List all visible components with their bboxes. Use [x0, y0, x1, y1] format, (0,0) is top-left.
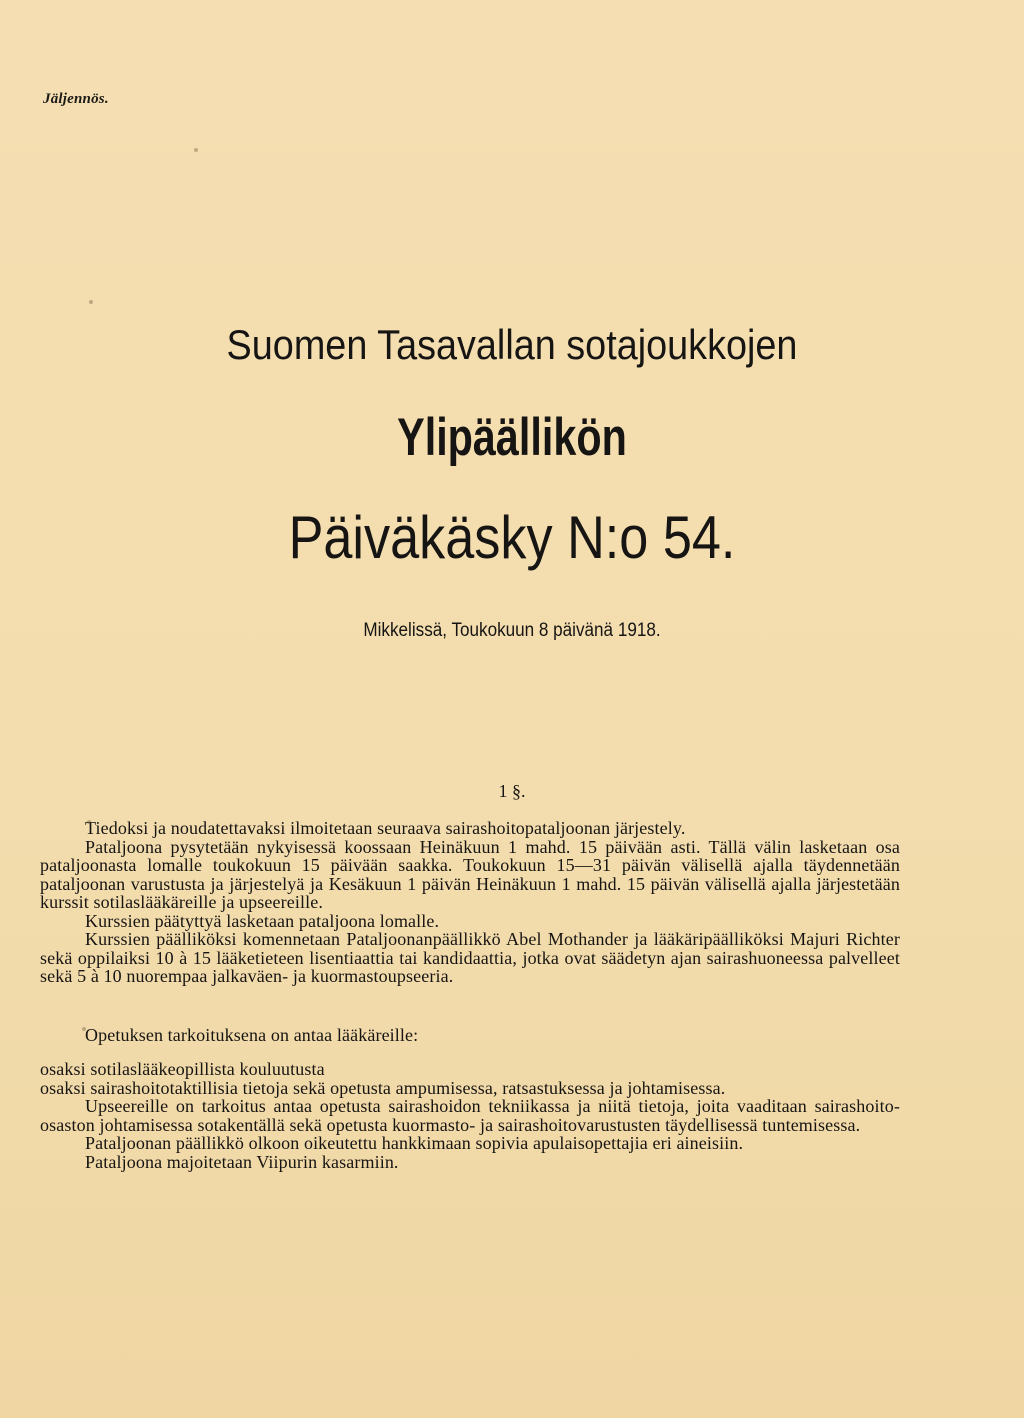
paper-speck [194, 148, 198, 152]
purpose-list [40, 1060, 900, 1171]
heading-commander-title: Ylipäällikön [397, 408, 627, 467]
purpose-heading: Opetuksen tarkoituksena on antaa lääkäreille: [85, 1025, 419, 1045]
paragraph-notice: Tiedoksi ja noudatettavaksi ilmoitetaan seuraava sairashoitopataljoonan järjestely. [85, 818, 686, 838]
paper-speck [87, 820, 91, 824]
main-instructions [40, 819, 900, 986]
purpose-heading-block [40, 1026, 900, 1045]
paragraph-battalion-arrangement: Pataljoona pysytetään nykyisessä koossaan Heinäkuun 1 mahd. 15 päivään asti. Tällä välin lasketaan osa pataljoonasta lomalle toukokuun 15 päivään saakka. Toukokuun 15—31 päivän välisellä ajalla täydennetään pataljoonan varustusta ja järjestelyä ja Kesäkuun 1 päivän Heinäkuun 1 mahd. 15 päivän välisellä ajalla järjestetään kurssit sotilaslääkäreille ja upseereille. [40, 836, 900, 912]
section-number: 1 §. [498, 781, 526, 801]
heading-order-number: Päiväkäsky N:o 54. [288, 504, 736, 571]
place-date: Mikkelissä, Toukokuun 8 päivänä 1918. [363, 620, 661, 641]
paragraph-leave: Kurssien päätyttyä lasketaan pataljoona lomalle. [85, 910, 440, 931]
copy-label: Jäljennös. [43, 91, 109, 107]
heading-army-title: Suomen Tasavallan sotajoukkojen [226, 321, 798, 368]
paragraph-assistant-teachers: Pataljoonan päällikkö olkoon oikeutettu hankkimaan sopivia apulaisopettajia eri aineisiin. [85, 1133, 744, 1153]
paragraph-course-leaders: Kurssien päälliköksi komennetaan Pataljoonanpäällikkö Abel Mothander ja lääkäripäälliköksi Majuri Richter sekä oppilaiksi 10 à 15 lääketieteen lisentiaattia tai kandidaattia, jotka ovat säädetyn ajan sairashuoneessa palvelleet sekä 5 à 10 nuorempaa jalkaväen- ja kuormastoupseeria. [40, 929, 900, 986]
paragraph-officer-training: Upseereille on tarkoitus antaa opetusta sairashoidon tekniikassa ja niitä tietoja, joita vaaditaan sairashoito-osaston johtamisessa sotakentällä sekä opetusta kuormasto- ja sairashoitovarustusten täydellisessä tuntemisessa. [40, 1096, 900, 1135]
purpose-item-tactical-training: osaksi sairashoitotaktillisia tietoja sekä opetusta ampumisessa, ratsastuksessa ja johtamisessa. [40, 1077, 726, 1098]
paper-speck [82, 1027, 86, 1031]
paragraph-quarters: Pataljoona majoitetaan Viipurin kasarmiin. [85, 1151, 399, 1172]
paper-speck [89, 300, 93, 304]
purpose-item-military-medical-training: osaksi sotilaslääkeopillista kouluutusta [40, 1059, 325, 1079]
